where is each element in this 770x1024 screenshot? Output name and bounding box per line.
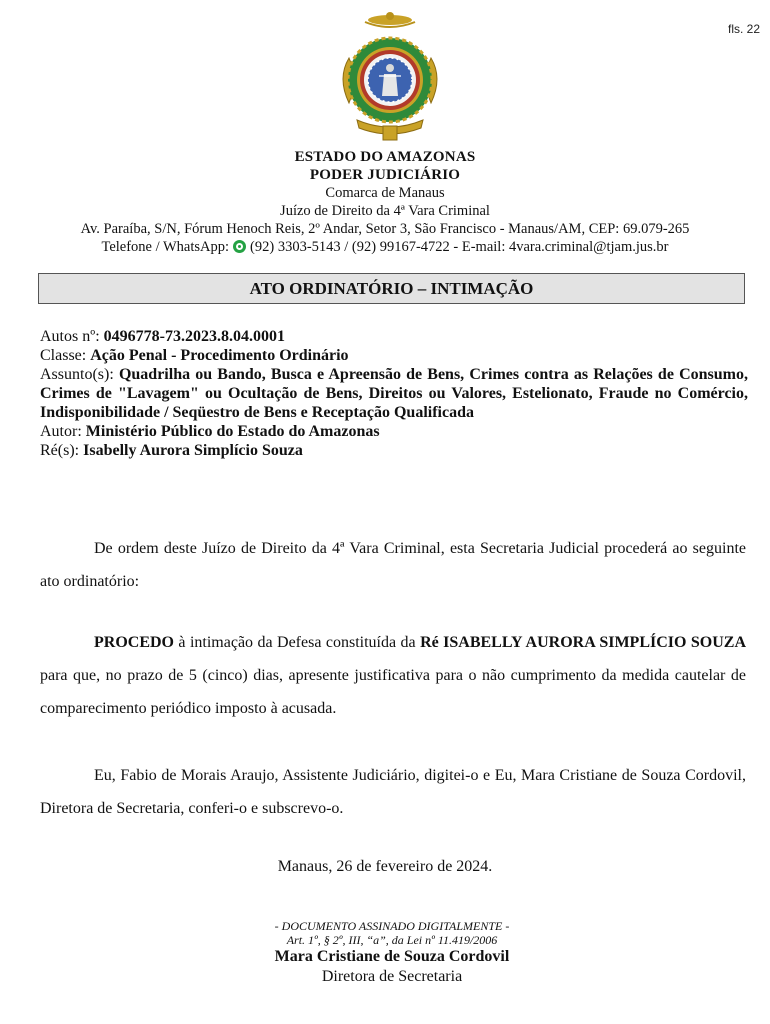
- amazonas-coat-of-arms: [335, 8, 445, 146]
- court-address: Av. Paraíba, S/N, Fórum Henoch Reis, 2º Andar, Setor 3, São Francisco - Manaus/AM, CEP: 69.079-265: [80, 221, 690, 237]
- paragraph-signoff: Eu, Fabio de Morais Araujo, Assistente Judiciário, digitei-o e Eu, Mara Cristiane de Souza Cordovil, Diretora de Secretaria, conferi-o e subscrevo-o.: [40, 767, 746, 817]
- state-name: ESTADO DO AMAZONAS: [294, 149, 476, 165]
- autor-value: Ministério Público do Estado do Amazonas: [85, 423, 380, 440]
- whatsapp-icon: [233, 240, 246, 253]
- autor-row: [40, 422, 748, 441]
- signature-block: [0, 919, 770, 986]
- document-header: [0, 148, 770, 256]
- judiciary-name: PODER JUDICIÁRIO: [309, 167, 461, 183]
- reu-row: [40, 441, 748, 460]
- law-reference: Art. 1º, § 2º, III, “a”, da Lei nº 11.419/2006: [286, 933, 498, 947]
- case-details: [40, 327, 748, 460]
- autor-label: Autor:: [40, 423, 82, 440]
- autos-label: Autos nº:: [40, 328, 100, 345]
- court-name: Juízo de Direito da 4ª Vara Criminal: [280, 203, 490, 219]
- crest-top-ornament: [365, 12, 415, 27]
- phone-label: Telefone / WhatsApp:: [101, 239, 230, 255]
- procedo-text: PROCEDO: [94, 634, 174, 651]
- intimation-text-1: à intimação da Defesa constituída da: [174, 634, 421, 651]
- autos-value: 0496778-73.2023.8.04.0001: [103, 328, 285, 345]
- page-number: fls. 22: [727, 22, 760, 36]
- paragraph-order: De ordem deste Juízo de Direito da 4ª Vara Criminal, esta Secretaria Judicial procederá ao seguinte ato ordinatório:: [40, 540, 746, 590]
- autos-row: [40, 327, 748, 346]
- assunto-value: Quadrilha ou Bando, Busca e Apreensão de Bens, Crimes contra as Relações de Consumo, Crimes de "Lavagem" ou Ocultação de Bens, Direitos ou Valores, Estelionato, Fraude no Comércio, Indisponibilidade / Seqüestro de Bens e Receptação Qualificada: [40, 366, 749, 421]
- document-title: ATO ORDINATÓRIO – INTIMAÇÃO: [38, 273, 745, 304]
- reu-value: Isabelly Aurora Simplício Souza: [83, 442, 303, 459]
- signer-name: Mara Cristiane de Souza Cordovil: [274, 948, 510, 965]
- document-date: Manaus, 26 de fevereiro de 2024.: [277, 858, 493, 875]
- digital-signature-note: - DOCUMENTO ASSINADO DIGITALMENTE -: [274, 919, 510, 933]
- intimation-text-2: para que, no prazo de 5 (cinco) dias, apresente justificativa para o não cumprimento da medida cautelar de comparecimento periódico imposto à acusada.: [40, 667, 746, 717]
- paragraph-intimation: [40, 626, 746, 725]
- phone-numbers: (92) 3303-5143 / (92) 99167-4722 - E-mail: 4vara.criminal@tjam.jus.br: [250, 239, 669, 255]
- classe-row: [40, 346, 748, 365]
- assunto-label: Assunto(s):: [40, 366, 114, 383]
- classe-value: Ação Penal - Procedimento Ordinário: [90, 347, 349, 364]
- defendant-name: Ré ISABELLY AURORA SIMPLÍCIO SOUZA: [420, 634, 747, 651]
- reu-label: Ré(s):: [40, 442, 80, 459]
- district-name: Comarca de Manaus: [325, 185, 445, 201]
- contact-line: [0, 238, 770, 256]
- assunto-row: [40, 365, 748, 422]
- classe-label: Classe:: [40, 347, 87, 364]
- signer-role: Diretora de Secretaria: [321, 968, 463, 985]
